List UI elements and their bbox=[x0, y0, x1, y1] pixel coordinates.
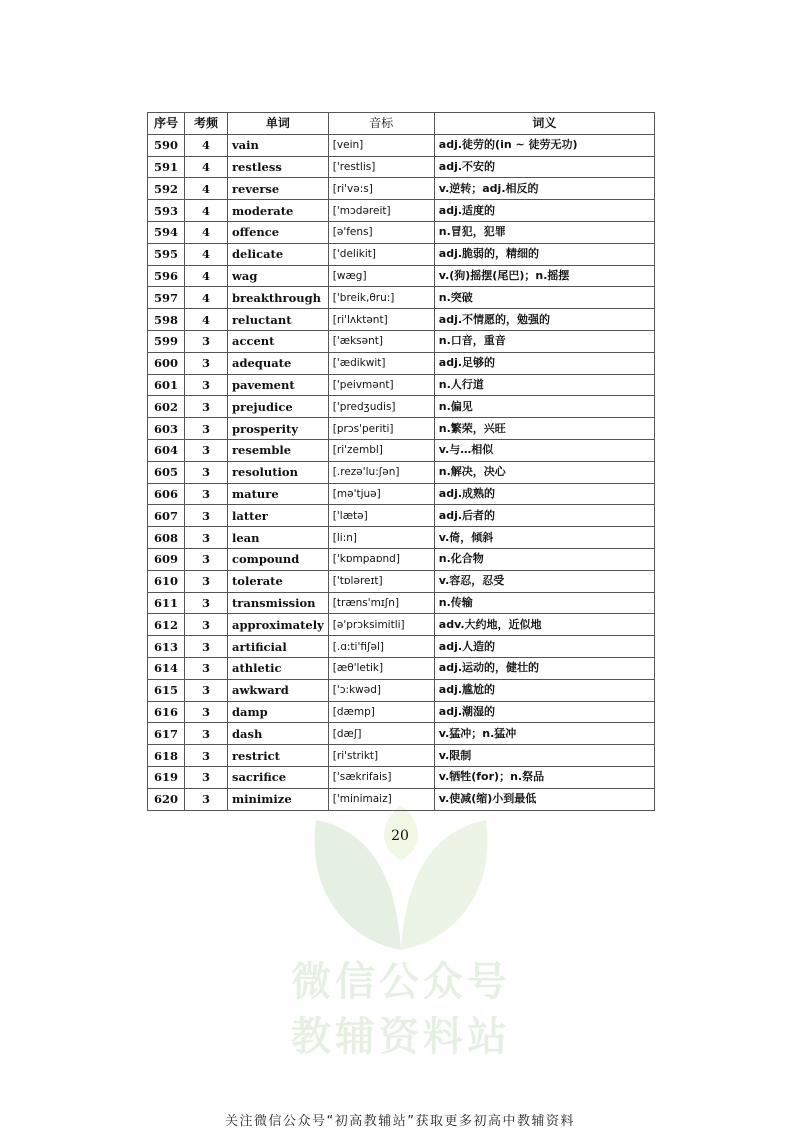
table-row bbox=[148, 374, 655, 396]
row-word: pavement bbox=[228, 374, 329, 396]
header-number: 序号 bbox=[148, 113, 185, 135]
row-meaning: adj.后者的 bbox=[434, 505, 654, 527]
row-number: 598 bbox=[148, 309, 185, 331]
row-frequency: 3 bbox=[185, 788, 228, 810]
row-word: restrict bbox=[228, 745, 329, 767]
row-frequency: 3 bbox=[185, 418, 228, 440]
row-phonetic: ['peivmənt] bbox=[328, 374, 434, 396]
table-row bbox=[148, 352, 655, 374]
row-number: 616 bbox=[148, 701, 185, 723]
table-row bbox=[148, 723, 655, 745]
row-word: moderate bbox=[228, 200, 329, 222]
row-word: tolerate bbox=[228, 570, 329, 592]
row-word: lean bbox=[228, 527, 329, 549]
row-number: 612 bbox=[148, 614, 185, 636]
row-frequency: 3 bbox=[185, 657, 228, 679]
row-meaning: v.使减(缩)小到最低 bbox=[434, 788, 654, 810]
row-phonetic: [li:n] bbox=[328, 527, 434, 549]
row-number: 602 bbox=[148, 396, 185, 418]
row-frequency: 4 bbox=[185, 200, 228, 222]
row-phonetic: ['ɔ:kwəd] bbox=[328, 679, 434, 701]
table-row bbox=[148, 221, 655, 243]
row-number: 615 bbox=[148, 679, 185, 701]
table-row bbox=[148, 483, 655, 505]
row-phonetic: ['delikit] bbox=[328, 243, 434, 265]
row-number: 599 bbox=[148, 330, 185, 352]
row-frequency: 4 bbox=[185, 156, 228, 178]
row-meaning: n.传输 bbox=[434, 592, 654, 614]
row-word: awkward bbox=[228, 679, 329, 701]
table-row bbox=[148, 570, 655, 592]
table-row bbox=[148, 788, 655, 810]
row-frequency: 3 bbox=[185, 636, 228, 658]
row-meaning: v.容忍，忍受 bbox=[434, 570, 654, 592]
row-phonetic: ['mɔdəreit] bbox=[328, 200, 434, 222]
row-phonetic: [ri'və:s] bbox=[328, 178, 434, 200]
row-word: dash bbox=[228, 723, 329, 745]
row-phonetic: [.ɑ:ti'fiʃəl] bbox=[328, 636, 434, 658]
row-number: 604 bbox=[148, 439, 185, 461]
row-meaning: v.逆转；adj.相反的 bbox=[434, 178, 654, 200]
row-frequency: 3 bbox=[185, 330, 228, 352]
row-word: resemble bbox=[228, 439, 329, 461]
row-meaning: n.人行道 bbox=[434, 374, 654, 396]
row-meaning: v.牺牲(for)；n.祭品 bbox=[434, 766, 654, 788]
row-phonetic: ['tɒləreɪt] bbox=[328, 570, 434, 592]
row-frequency: 3 bbox=[185, 439, 228, 461]
table-row bbox=[148, 505, 655, 527]
header-word: 单词 bbox=[228, 113, 329, 135]
row-phonetic: [prɔs'periti] bbox=[328, 418, 434, 440]
row-phonetic: [mə'tjuə] bbox=[328, 483, 434, 505]
row-frequency: 3 bbox=[185, 679, 228, 701]
row-number: 591 bbox=[148, 156, 185, 178]
row-number: 601 bbox=[148, 374, 185, 396]
table-row bbox=[148, 679, 655, 701]
row-number: 593 bbox=[148, 200, 185, 222]
row-word: wag bbox=[228, 265, 329, 287]
row-number: 613 bbox=[148, 636, 185, 658]
row-number: 619 bbox=[148, 766, 185, 788]
row-meaning: n.口音，重音 bbox=[434, 330, 654, 352]
row-phonetic: [æθ'letik] bbox=[328, 657, 434, 679]
row-meaning: n.繁荣，兴旺 bbox=[434, 418, 654, 440]
table-row bbox=[148, 657, 655, 679]
table-row bbox=[148, 592, 655, 614]
row-number: 610 bbox=[148, 570, 185, 592]
table-row bbox=[148, 614, 655, 636]
row-frequency: 3 bbox=[185, 505, 228, 527]
row-meaning: adj.不安的 bbox=[434, 156, 654, 178]
table-row bbox=[148, 461, 655, 483]
table-row bbox=[148, 745, 655, 767]
row-number: 594 bbox=[148, 221, 185, 243]
row-number: 603 bbox=[148, 418, 185, 440]
row-frequency: 4 bbox=[185, 309, 228, 331]
row-meaning: adj.运动的，健壮的 bbox=[434, 657, 654, 679]
watermark-line-1: 微信公众号 bbox=[291, 959, 511, 1005]
header-frequency: 考频 bbox=[185, 113, 228, 135]
row-frequency: 3 bbox=[185, 701, 228, 723]
row-frequency: 3 bbox=[185, 766, 228, 788]
row-meaning: adj.徒劳的(in ~ 徒劳无功) bbox=[434, 134, 654, 156]
row-meaning: adj.人造的 bbox=[434, 636, 654, 658]
row-meaning: adj.潮湿的 bbox=[434, 701, 654, 723]
row-phonetic: ['æksənt] bbox=[328, 330, 434, 352]
table-body bbox=[148, 134, 655, 810]
row-frequency: 3 bbox=[185, 745, 228, 767]
leaf-logo-icon bbox=[286, 800, 516, 960]
row-meaning: adj.脆弱的，精细的 bbox=[434, 243, 654, 265]
row-phonetic: ['breik,θru:] bbox=[328, 287, 434, 309]
row-frequency: 3 bbox=[185, 461, 228, 483]
row-meaning: adj.尴尬的 bbox=[434, 679, 654, 701]
row-phonetic: [vein] bbox=[328, 134, 434, 156]
row-word: prosperity bbox=[228, 418, 329, 440]
row-number: 606 bbox=[148, 483, 185, 505]
row-phonetic: ['kɒmpaɒnd] bbox=[328, 548, 434, 570]
row-word: mature bbox=[228, 483, 329, 505]
row-meaning: v.限制 bbox=[434, 745, 654, 767]
row-frequency: 3 bbox=[185, 527, 228, 549]
row-frequency: 3 bbox=[185, 723, 228, 745]
page-number: 20 bbox=[391, 828, 409, 844]
row-phonetic: [ə'fens] bbox=[328, 221, 434, 243]
row-word: artificial bbox=[228, 636, 329, 658]
row-frequency: 3 bbox=[185, 483, 228, 505]
row-meaning: n.突破 bbox=[434, 287, 654, 309]
row-word: delicate bbox=[228, 243, 329, 265]
row-meaning: adj.足够的 bbox=[434, 352, 654, 374]
row-word: latter bbox=[228, 505, 329, 527]
row-meaning: v.与…相似 bbox=[434, 439, 654, 461]
row-meaning: n.化合物 bbox=[434, 548, 654, 570]
table-row bbox=[148, 701, 655, 723]
row-phonetic: [.rezə'lu:ʃən] bbox=[328, 461, 434, 483]
table-header-row bbox=[148, 113, 655, 135]
row-phonetic: [ri'lʌktənt] bbox=[328, 309, 434, 331]
row-frequency: 3 bbox=[185, 614, 228, 636]
row-phonetic: ['sækrifais] bbox=[328, 766, 434, 788]
row-word: damp bbox=[228, 701, 329, 723]
row-frequency: 4 bbox=[185, 134, 228, 156]
row-meaning: n.冒犯，犯罪 bbox=[434, 221, 654, 243]
row-phonetic: ['predʒudis] bbox=[328, 396, 434, 418]
row-number: 596 bbox=[148, 265, 185, 287]
row-word: athletic bbox=[228, 657, 329, 679]
row-word: accent bbox=[228, 330, 329, 352]
row-phonetic: ['ædikwit] bbox=[328, 352, 434, 374]
row-number: 600 bbox=[148, 352, 185, 374]
header-phonetic: 音标 bbox=[328, 113, 434, 135]
row-phonetic: ['lætə] bbox=[328, 505, 434, 527]
table-row bbox=[148, 178, 655, 200]
row-word: vain bbox=[228, 134, 329, 156]
row-word: minimize bbox=[228, 788, 329, 810]
row-frequency: 3 bbox=[185, 396, 228, 418]
row-phonetic: [ə'prɔksimitli] bbox=[328, 614, 434, 636]
table-row bbox=[148, 418, 655, 440]
row-phonetic: ['minimaiz] bbox=[328, 788, 434, 810]
row-frequency: 4 bbox=[185, 178, 228, 200]
row-meaning: adv.大约地，近似地 bbox=[434, 614, 654, 636]
row-word: transmission bbox=[228, 592, 329, 614]
row-frequency: 3 bbox=[185, 592, 228, 614]
row-phonetic: [wæg] bbox=[328, 265, 434, 287]
row-meaning: n.偏见 bbox=[434, 396, 654, 418]
table-row bbox=[148, 636, 655, 658]
row-word: resolution bbox=[228, 461, 329, 483]
row-phonetic: [ri'strikt] bbox=[328, 745, 434, 767]
row-phonetic: [træns'mɪʃn] bbox=[328, 592, 434, 614]
row-meaning: v.猛冲；n.猛冲 bbox=[434, 723, 654, 745]
footer-text: 关注微信公众号“初高教辅站”获取更多初高中教辅资料 bbox=[225, 1114, 575, 1129]
row-frequency: 4 bbox=[185, 221, 228, 243]
row-frequency: 3 bbox=[185, 352, 228, 374]
row-number: 592 bbox=[148, 178, 185, 200]
table-row bbox=[148, 396, 655, 418]
row-phonetic: [dæʃ] bbox=[328, 723, 434, 745]
row-word: prejudice bbox=[228, 396, 329, 418]
table-row bbox=[148, 265, 655, 287]
row-number: 614 bbox=[148, 657, 185, 679]
table-row bbox=[148, 243, 655, 265]
row-number: 607 bbox=[148, 505, 185, 527]
watermark-line-2: 教辅资料站 bbox=[291, 1014, 511, 1060]
row-frequency: 4 bbox=[185, 243, 228, 265]
row-phonetic: [dæmp] bbox=[328, 701, 434, 723]
row-phonetic: [ri'zembl] bbox=[328, 439, 434, 461]
row-number: 611 bbox=[148, 592, 185, 614]
row-word: offence bbox=[228, 221, 329, 243]
row-number: 617 bbox=[148, 723, 185, 745]
table-row bbox=[148, 134, 655, 156]
row-word: approximately bbox=[228, 614, 329, 636]
row-word: reluctant bbox=[228, 309, 329, 331]
row-meaning: v.(狗)摇摆(尾巴)；n.摇摆 bbox=[434, 265, 654, 287]
row-frequency: 4 bbox=[185, 287, 228, 309]
row-meaning: adj.适度的 bbox=[434, 200, 654, 222]
table-row bbox=[148, 156, 655, 178]
row-meaning: v.倚，倾斜 bbox=[434, 527, 654, 549]
table-row bbox=[148, 439, 655, 461]
row-number: 590 bbox=[148, 134, 185, 156]
row-phonetic: ['restlis] bbox=[328, 156, 434, 178]
row-meaning: n.解决，决心 bbox=[434, 461, 654, 483]
row-frequency: 4 bbox=[185, 265, 228, 287]
row-number: 595 bbox=[148, 243, 185, 265]
row-word: adequate bbox=[228, 352, 329, 374]
table-row bbox=[148, 200, 655, 222]
row-meaning: adj.成熟的 bbox=[434, 483, 654, 505]
row-word: compound bbox=[228, 548, 329, 570]
row-number: 620 bbox=[148, 788, 185, 810]
row-word: reverse bbox=[228, 178, 329, 200]
row-frequency: 3 bbox=[185, 548, 228, 570]
row-number: 605 bbox=[148, 461, 185, 483]
row-word: restless bbox=[228, 156, 329, 178]
row-number: 597 bbox=[148, 287, 185, 309]
table-row bbox=[148, 330, 655, 352]
row-frequency: 3 bbox=[185, 570, 228, 592]
row-frequency: 3 bbox=[185, 374, 228, 396]
table-row bbox=[148, 766, 655, 788]
row-word: sacrifice bbox=[228, 766, 329, 788]
table-row bbox=[148, 309, 655, 331]
table-row bbox=[148, 548, 655, 570]
row-word: breakthrough bbox=[228, 287, 329, 309]
row-number: 618 bbox=[148, 745, 185, 767]
header-meaning: 词义 bbox=[434, 113, 654, 135]
row-number: 609 bbox=[148, 548, 185, 570]
table-row bbox=[148, 527, 655, 549]
table-row bbox=[148, 287, 655, 309]
row-meaning: adj.不情愿的，勉强的 bbox=[434, 309, 654, 331]
row-number: 608 bbox=[148, 527, 185, 549]
vocabulary-table bbox=[147, 112, 655, 811]
